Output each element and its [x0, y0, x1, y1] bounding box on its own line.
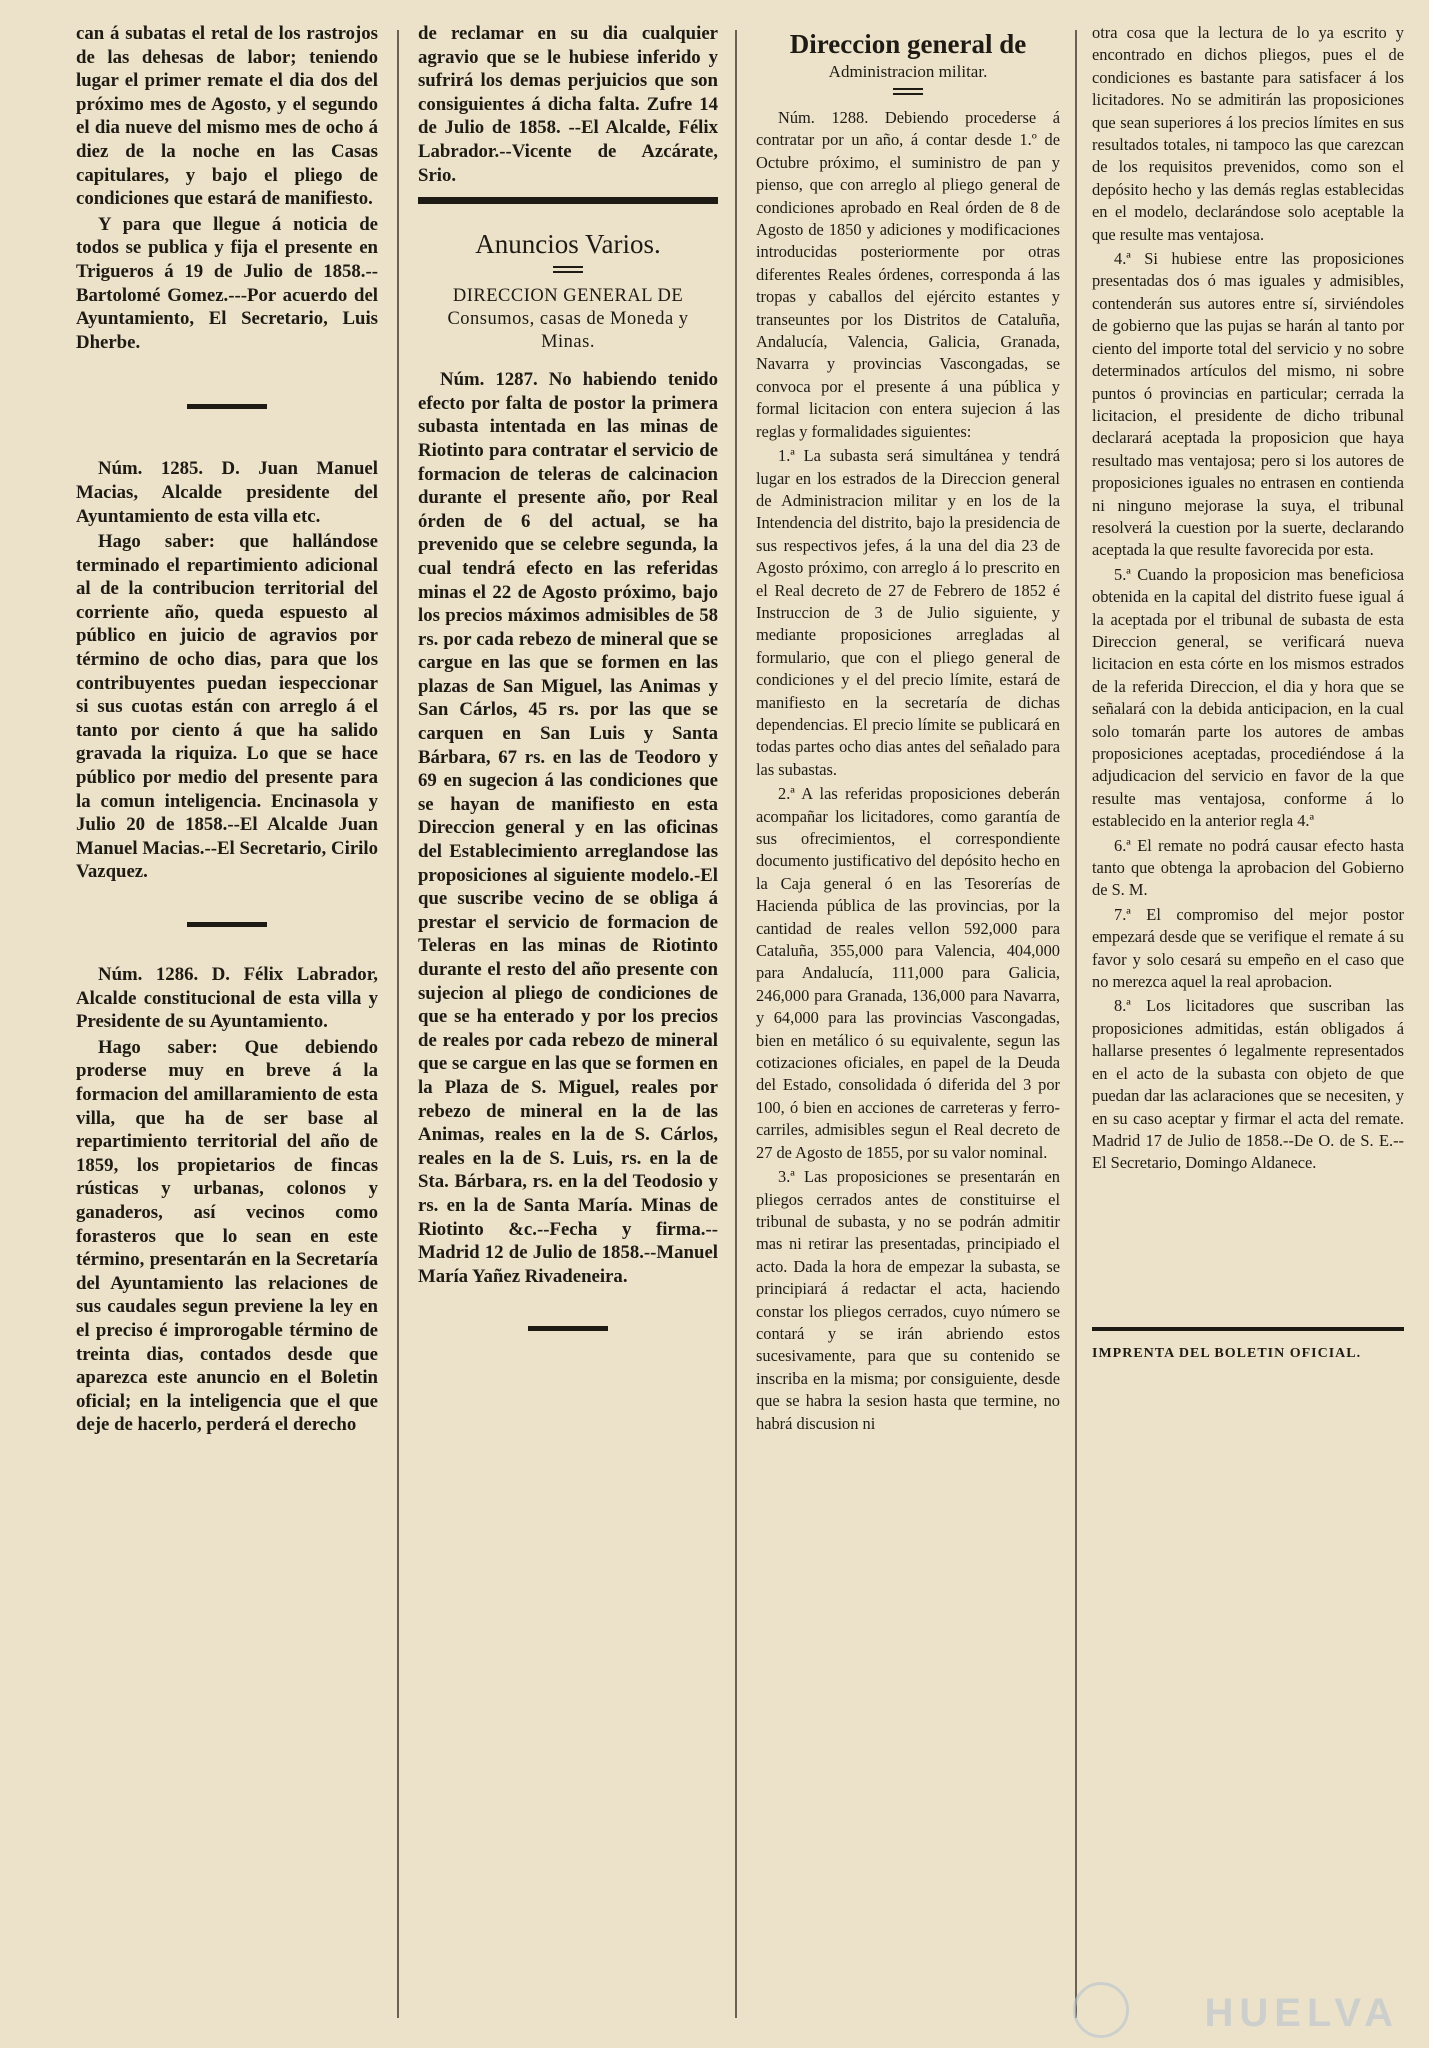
separator-rule [528, 1326, 608, 1331]
imprenta-rule [1092, 1327, 1404, 1331]
condition-3: 3.ª Las proposiciones se presentarán en pliegos cerrados antes de constituirse el tribunal de subasta, y no se podrán admitir mas ni retirar las presentadas, principiado el acto. Dada la hora de empezar la subasta, se principiará á redactar el acta, haciendo constar los pliegos cerrados, cuyo número se contará y se irán abriendo estos sucesivamente, para que su contenido se inscriba en la misma; por consiguiente, desde que se habra la sesion hasta que termine, no habrá discusion ni [756, 1167, 1060, 1433]
notice-1287-body: Núm. 1287. No habiendo tenido efecto por falta de postor la primera subasta intentada en las minas de Riotinto para contratar el servicio de formacion de teleras de calcinacion durante el presente año, por Real órden de 6 del actual, se ha prevenido que se celebre segunda, la cual tendrá efecto en las referidas minas el 22 de Agosto próximo, bajo los precios máximos admisibles de 58 rs. por cada rebezo de mineral que se cargue en las que se formen en las plazas de San Miguel, las Animas y San Cárlos, 45 rs. por las que se carquen en San Luis y Santa Bárbara, 67 rs. en las de Teodoro y 69 en sugecion á las condiciones que se hayan de manifiesto en esta Direccion general y en las oficinas del Establecimiento arreglandose las proposiciones al siguiente modelo.-El que suscribe vecino de se obliga á prestar el servicio de formacion de Teleras en las minas de Riotinto durante el resto del año presente con sujecion al pliego de condiciones de que se ha enterado y por los precios de reales por cada rebezo de mineral que se cargue en las que se formen en la Plaza de S. Miguel, reales por rebezo de mineral en la de las Animas, reales en la de S. Cárlos, reales en la de S. Luis, rs. en la de Sta. Bárbara, rs. en la del Teodosio y rs. en la de Santa María. Minas de Riotinto &c.--Fecha y firma.--Madrid 12 de Julio de 1858.--Manuel María Yañez Rivadeneira. [418, 369, 718, 1287]
column-2 [418, 22, 718, 2032]
column-4 [1092, 22, 1404, 2032]
column-rule [397, 30, 399, 2018]
separator-rule [187, 922, 267, 927]
condition-2: 2.ª A las referidas proposiciones deberán acompañar los licitadores, como garantía de sus ofrecimientos, el correspondiente documento justificativo del depósito hecho en la Caja general ó en las Tesorerías de Hacienda pública de las provincias, por la cantidad de reales vellon 592,000 para Cataluña, 355,000 para Valencia, 404,000 para Andalucía, 111,000 para Galicia, 246,000 para Granada, 136,000 para Navarra, y 64,000 para las provincias Vascongadas, bien en metálico ó su equivalente, segun las cotizaciones oficiales, en papel de la Deuda del Estado, consolidada ó diferida del 3 por 100, ó bien en acciones de carreteras y ferro-carriles, admisibles segun el Real decreto de 27 de Agosto de 1855, por su valor nominal. [756, 784, 1060, 1162]
column-rule [1075, 30, 1077, 2018]
notice-1286-heading: Núm. 1286. D. Félix Labrador, Alcalde constitucional de esta villa y Presidente de su Ayuntamiento. [76, 964, 378, 1033]
notice-trigueros-signature: Y para que llegue á noticia de todos se publica y fija el presente en Trigueros á 19 de Julio de 1858.--Bartolomé Gomez.---Por acuerdo del Ayuntamiento, El Secretario, Luis Dherbe. [76, 213, 378, 353]
section-rule [418, 197, 718, 204]
section-subheading-consumos: DIRECCION GENERAL DE Consumos, casas de Moneda y Minas. [447, 286, 689, 353]
notice-1285-heading: Núm. 1285. D. Juan Manuel Macias, Alcalde presidente del Ayuntamiento de esta villa etc. [76, 458, 378, 527]
separator-rule [187, 404, 267, 409]
column-3 [756, 22, 1060, 2032]
section-subtitle-administracion: Administracion militar. [828, 62, 988, 81]
condition-7: 7.ª El compromiso del mejor postor empezará desde que se verifique el remate á su favor y solo cesará su empeño en el caso que no merezca aquel la real aprobacion. [1092, 904, 1404, 992]
condition-5: 5.ª Cuando la proposicion mas beneficiosa obtenida en la capital del distrito fuese igual á la aceptada por el tribunal de subasta de esta Direccion general, se verificará nueva licitacion en esta córte en los mismos estrados de la referida Direccion, el dia y hora que se señalará con la debida anticipacion, en la cual solo tomarán parte los autores de ambas proposiciones aceptadas, procediéndose á la adjudicacion del servicio en favor de la que resulte mas ventajosa, conforme á lo establecido en la anterior regla 4.ª [1092, 564, 1404, 831]
condition-3-continuation: otra cosa que la lectura de lo ya escrito y encontrado en dichos pliegos, pues el de condiciones es bastante para satisfacer á los licitadores. No se admitirán las proposiciones que sean superiores á los precios límites en sus resultados totales, ni tampoco las que carezcan de los requisitos prevenidos, como son el depósito hecho y las demás reglas establecidas en el modelo, declarándose solo aceptable la que resulte mas ventajosa. [1092, 23, 1404, 244]
archive-seal-icon [1073, 1982, 1129, 2038]
condition-4: 4.ª Si hubiese entre las proposiciones presentadas dos ó mas iguales y admisibles, contenderán sus autores entre sí, sirviéndoles de gobierno que las pujas se harán al tanto por ciento del importe total del servicio y no sobre determinados artículos del mismo, ni sobre puntos ó provincias en particular; cerrada la licitacion, el presidente de dicho tribunal declarará aceptada la proposicion que haya resultado mas ventajosa; pero si los autores de proposiciones iguales no entrasen en contienda ni ninguno mejorase la suya, el tribunal resolverá la cuestion por la suerte, declarando aceptada la que resulte favorecida por esta. [1092, 249, 1404, 560]
notice-zufre-continuation: de reclamar en su dia cualquier agravio que se le hubiese inferido y sufrirá los demas perjuicios que son consiguientes á dicha falta. Zufre 14 de Julio de 1858. --El Alcalde, Félix Labrador.--Vicente de Azcárate, Srio. [418, 23, 718, 186]
notice-1288-intro: Núm. 1288. Debiendo procederse á contratar por un año, á contar desde 1.º de Octubre próximo, el suministro de pan y pienso, que con arreglo al pliego general de condiciones aprobado en Real órden de 8 de Agosto de 1850 y adiciones y modificaciones introducidas posteriormente por otras diferentes Reales órdenes, corresponda á las tropas y caballos del ejército estantes y transeuntes por los Distritos de Cataluña, Andalucía, Valencia, Galicia, Granada, Navarra y provincias Vascongadas, se convoca por el presente á una pública y formal licitacion con entera sujecion á las reglas y formalidades siguientes: [756, 108, 1060, 441]
section-title-direccion: Direccion general de [789, 29, 1027, 59]
column-1 [76, 22, 378, 2032]
double-rule [553, 266, 583, 273]
notice-1286-body: Hago saber: Que debiendo proderse muy en breve á la formacion del amillaramiento de esta villa, que ha de ser base al repartimiento territorial del año de 1859, los propietarios de fincas rústicas y urbanas, colonos y ganaderos, así vecinos como forasteros que lo sean en este término, presentarán en la Secretaría del Ayuntamiento las relaciones de sus caudales segun previene la ley en el preciso é improrogable término de treinta dias, contados desde que aparezca este anuncio en el Boletin oficial; en la inteligencia que el que deje de hacerlo, perderá el derecho [76, 1036, 378, 1436]
printer-imprint: IMPRENTA DEL BOLETIN OFICIAL. [1092, 1345, 1362, 1361]
condition-8: 8.ª Los licitadores que suscriban las proposiciones admitidas, están obligados á hallarse presentes ó legalmente representados en el acto de la subasta con objeto de que puedan dar las aclaraciones que se necesiten, y en su caso aceptar y firmar el acta del remate. Madrid 17 de Julio de 1858.--De O. de S. E.--El Secretario, Domingo Aldanece. [1092, 996, 1404, 1173]
notice-trigueros-text: can á subatas el retal de los rastrojos de las dehesas de labor; teniendo lugar el primer remate el dia dos del próximo mes de Agosto, y el segundo el dia nueve del mismo mes de ocho á diez de la noche en las Casas capitulares, y bajo el pliego de condiciones que estará de manifiesto. [76, 23, 378, 210]
condition-1: 1.ª La subasta será simultánea y tendrá lugar en los estrados de la Direccion general de Administracion militar y en los de la Intendencia del distrito, bajo la presidencia de sus respectivos jefes, á la una del dia 23 de Agosto próximo, con arreglo á lo prescrito en el Real decreto de 27 de Febrero de 1852 é Instruccion de 3 de Julio siguiente, y mediante proposiciones arregladas al formulario, que con el pliego general de condiciones y el del precio límite, estará de manifiesto en la secretaría de dichas dependencias. El precio límite se publicará en todas partes ocho dias antes del señalado para las subastas. [756, 446, 1060, 779]
condition-6: 6.ª El remate no podrá causar efecto hasta tanto que obtenga la aprobacion del Gobierno de S. M. [1092, 835, 1404, 900]
archive-watermark: HUELVA [1204, 1991, 1399, 2035]
notice-1285-body: Hago saber: que hallándose terminado el repartimiento adicional al de la contribucion territorial del corriente año, queda espuesto al público en juicio de agravios por término de ocho dias, para que los contribuyentes puedan iespeccionar si sus cuotas están con arreglo á el tanto por ciento á que ha salido gravada la riquiza. Lo que se hace público por medio del presente para la comun inteligencia. Encinasola y Julio 20 de 1858.--El Alcalde Juan Manuel Macias.--El Secretario, Cirilo Vazquez. [76, 531, 378, 883]
section-title-anuncios: Anuncios Varios. [475, 229, 661, 260]
column-rule [735, 30, 737, 2018]
double-rule [893, 88, 923, 95]
